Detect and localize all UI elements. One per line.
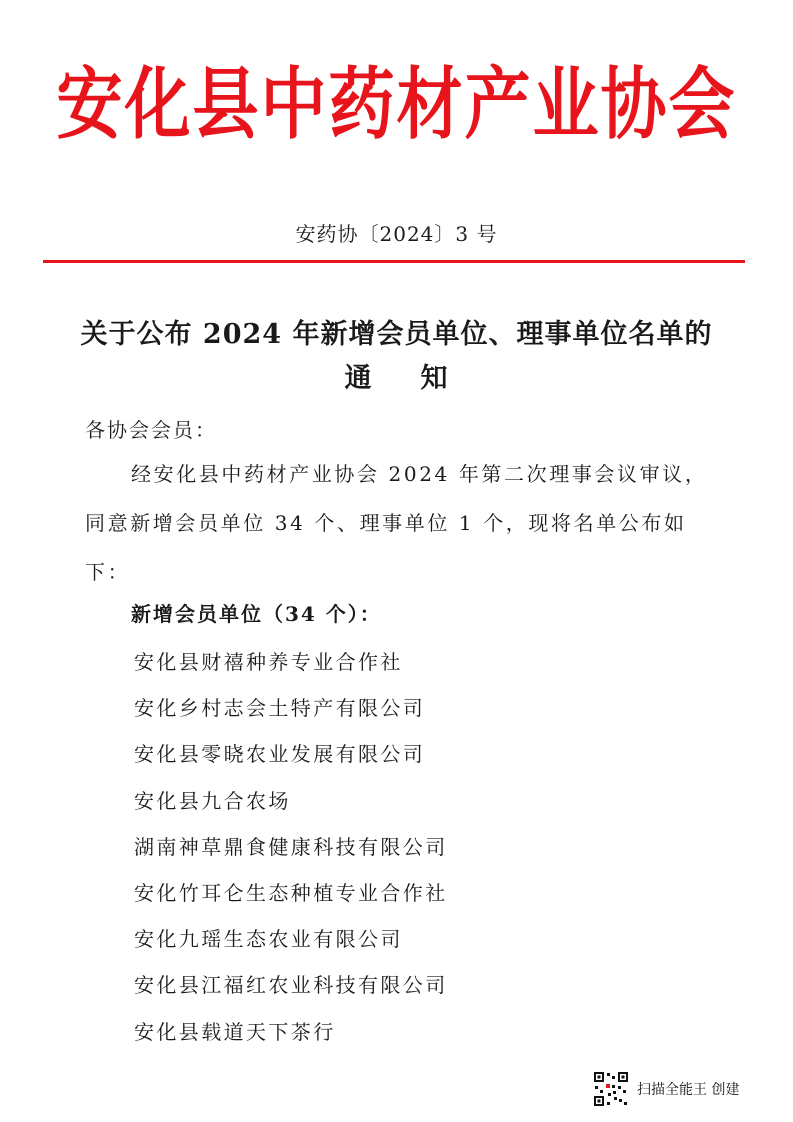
list-item: 安化九瑶生态农业有限公司 <box>134 927 403 952</box>
member-list-heading: 新增会员单位（34 个）： <box>131 602 382 626</box>
red-divider-line <box>43 260 745 263</box>
member-list <box>134 646 448 1062</box>
list-item: 湖南神草鼎食健康科技有限公司 <box>134 834 448 859</box>
body-line-1: 经安化县中药材产业协会 2024 年第二次理事会议审议， <box>131 462 708 486</box>
list-item: 安化县财禧种养专业合作社 <box>134 650 403 674</box>
body-line-2: 同意新增会员单位 34 个、理事单位 1 个，现将名单公布如 <box>85 511 687 535</box>
document-title-line-2 <box>60 356 733 395</box>
scanner-label: 扫描全能王 创建 <box>637 1082 740 1098</box>
qr-code-icon <box>593 1071 629 1107</box>
organization-header: 安化县中药材产业协会 <box>56 59 737 151</box>
document-title-line-1: 关于公布 2024 年新增会员单位、理事单位名单的 <box>80 319 713 350</box>
scanner-watermark <box>593 1071 739 1107</box>
title-char-tong: 通 <box>344 363 373 394</box>
list-item: 安化县九合农场 <box>134 788 291 813</box>
list-item: 安化县载道天下茶行 <box>134 1019 336 1044</box>
body-line-3: 下： <box>85 560 131 584</box>
list-item: 安化竹耳仑生态种植专业合作社 <box>134 880 448 905</box>
list-item: 安化县零晓农业发展有限公司 <box>134 742 426 767</box>
title-char-zhi: 知 <box>420 363 449 394</box>
salutation: 各协会会员： <box>85 418 217 442</box>
document-number: 安药协〔2024〕3 号 <box>295 222 498 246</box>
list-item: 安化乡村志会土特产有限公司 <box>134 696 426 721</box>
list-item: 安化县江福红农业科技有限公司 <box>134 973 448 998</box>
